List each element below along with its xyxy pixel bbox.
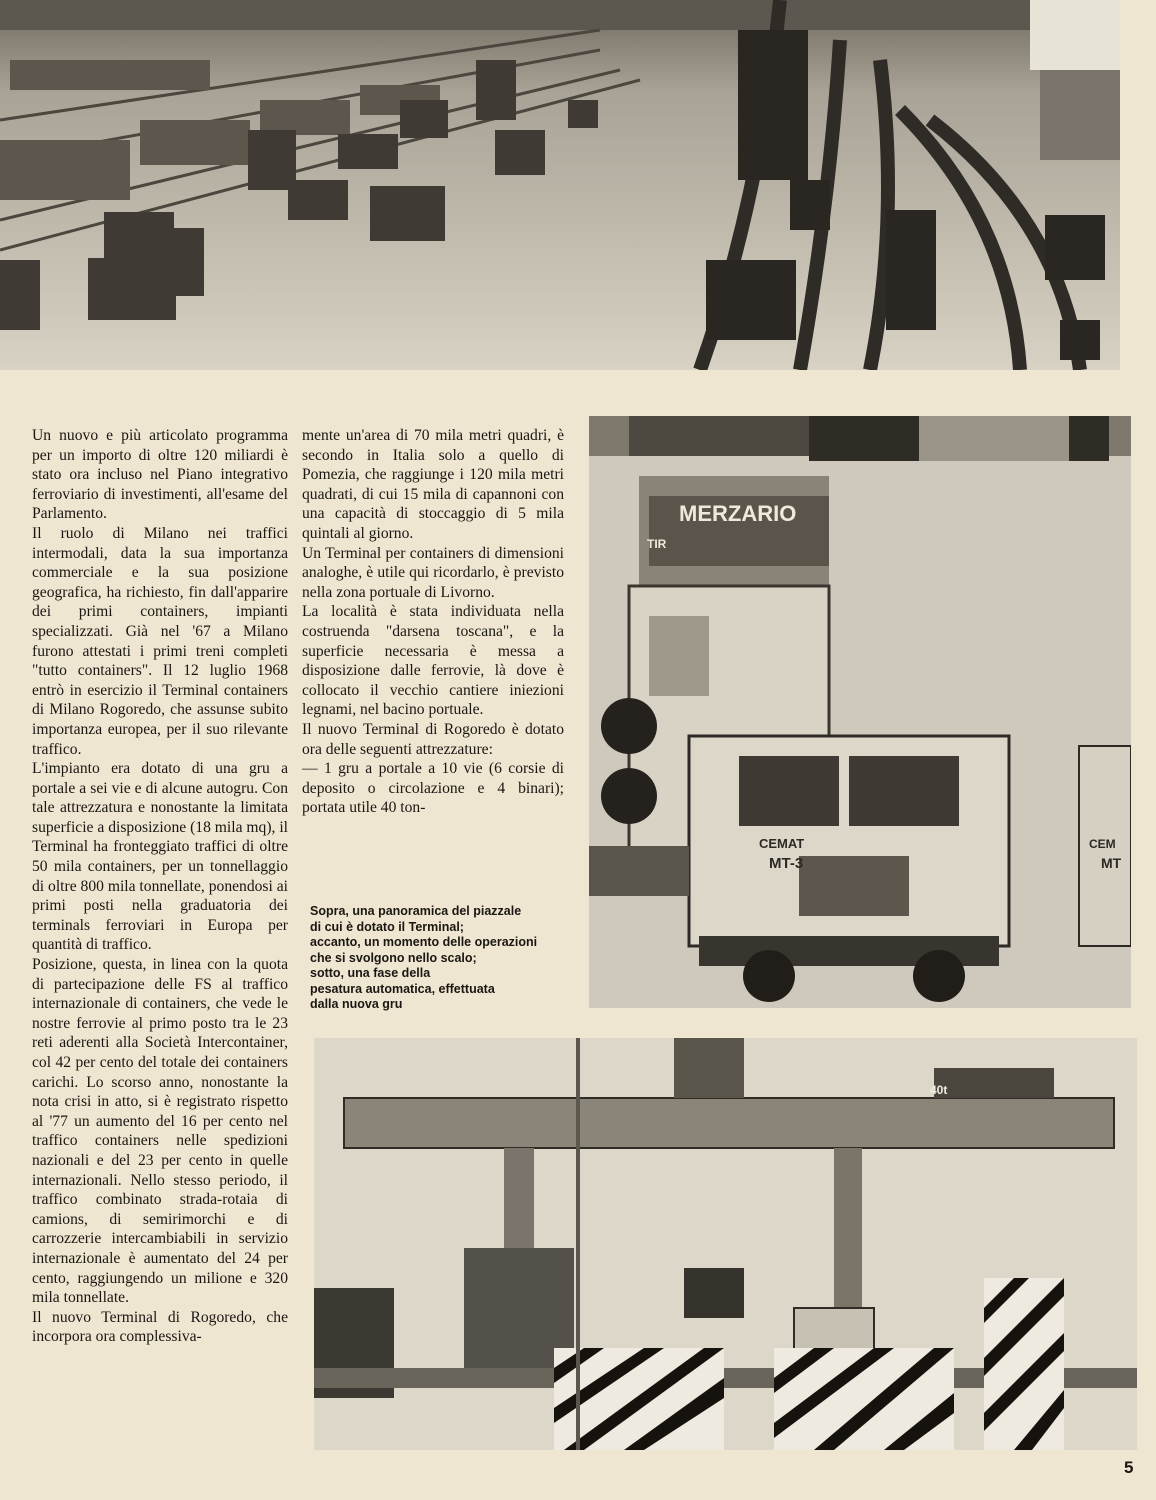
caption-line: sotto, una fase della bbox=[310, 966, 431, 980]
truck-code-partial: MT bbox=[1101, 855, 1122, 871]
caption-line: accanto, un momento delle operazioni bbox=[310, 935, 538, 949]
article-column-1 bbox=[32, 426, 288, 1347]
paragraph: L'impianto era dotato di una gru a portale a sei vie e di alcune autogru. Con tale attrezzatura e nonostante la limitata superficie a disposizione (18 mila mq), il Terminal ha fronteggiato traffici di oltre 50 mila containers, per un tonnellaggio di oltre 800 mila tonnellate, ponendosi ai primi posti nella graduatoria dei terminals ferroviari in Europa per quantità di traffico. bbox=[32, 760, 288, 954]
crane-load-sign: 40t bbox=[930, 1083, 948, 1097]
paragraph: La località è stata individuata nella costruenda "darsena toscana", e la superficie necessaria è messa a disposizione dalle ferrovie, là dove è collocato il vecchio cantiere iniezioni legnami, nel bacino portuale. bbox=[302, 603, 564, 719]
photo-caption bbox=[310, 904, 572, 1013]
paragraph: Un nuovo e più articolato programma per un importo di oltre 120 miliardi è stato ora incluso nel Piano integrativo ferroviario di investimenti, all'esame del Parlamento. bbox=[32, 427, 288, 523]
gantry-crane-photo-icon bbox=[314, 1038, 1137, 1450]
truck-code: MT-3 bbox=[769, 855, 804, 872]
truck-loading-photo bbox=[589, 416, 1131, 1008]
paragraph: mente un'area di 70 mila metri quadri, è secondo in Italia solo a quello di Pomezia, che raggiunge i 120 mila metri quadrati, di cui 15 mila di capannoni con una capacità di stoccaggio di 5 mila quintali al giorno. bbox=[302, 427, 564, 542]
paragraph: Un Terminal per containers di dimensioni analoghe, è utile qui ricordarlo, è previsto nella zona portuale di Livorno. bbox=[302, 544, 564, 601]
caption-line: che si svolgono nello scalo; bbox=[310, 950, 477, 965]
gantry-crane-photo bbox=[314, 1038, 1137, 1450]
paragraph: Il nuovo Terminal di Rogoredo è dotato ora delle seguenti attrezzature: bbox=[302, 720, 564, 758]
caption-line: di cui è dotato il Terminal; bbox=[310, 919, 464, 934]
caption-line: pesatura automatica, effettuata bbox=[310, 981, 495, 996]
tir-plate: TIR bbox=[647, 537, 667, 551]
rail-yard-photo-icon bbox=[0, 0, 1120, 370]
caption-line: dalla nuova gru bbox=[310, 997, 403, 1011]
article-column-2 bbox=[302, 426, 564, 818]
paragraph: — 1 gru a portale a 10 vie (6 corsie di deposito o circolazione e 4 binari); portata utile 40 ton- bbox=[302, 760, 564, 817]
page-number: 5 bbox=[1124, 1458, 1134, 1477]
merzario-banner: MERZARIO bbox=[679, 501, 797, 526]
paragraph: Posizione, questa, in linea con la quota di partecipazione delle FS al traffico internazionale di containers, che vede le nostre ferrovie al primo posto tra le 23 reti aderenti alla Società Intercontainer, col 42 per cento del totale dei containers carichi. Lo scorso anno, nonostante la nota crisi in atto, si è registrato rispetto al '77 un aumento del 16 per cento nel traffico containers nelle spedizioni nazionali e del 23 per cento in quelle internazionali. Nello stesso periodo, il traffico combinato strada-rotaia di camions, di semirimorchi e di carrozzerie intercambiabili in servizio internazionale è aumentato del 24 per cento, raggiungendo un milione e 320 mila tonnellate. bbox=[32, 956, 288, 1307]
cemat-badge: CEMAT bbox=[759, 836, 805, 851]
paragraph: Il nuovo Terminal di Rogoredo, che incorpora ora complessiva- bbox=[32, 1308, 288, 1346]
cemat-badge-partial: CEM bbox=[1089, 837, 1116, 851]
paragraph: Il ruolo di Milano nei traffici intermodali, data la sua importanza commerciale e la sua posizione geografica, ha richiesto, fin dall'apparire dei primi containers, impianti specializzati. Già nel '67 a Milano furono attestati i primi treni completi "tutto containers". Il 12 luglio 1968 entrò in esercizio il Terminal containers di Milano Rogoredo, che assunse subito importanza europea, per il suo rilevante traffico. bbox=[32, 524, 288, 758]
caption-line: Sopra, una panoramica del piazzale bbox=[310, 904, 522, 918]
rail-yard-panorama-photo bbox=[0, 0, 1120, 370]
truck-crane-photo-icon bbox=[589, 416, 1131, 1008]
